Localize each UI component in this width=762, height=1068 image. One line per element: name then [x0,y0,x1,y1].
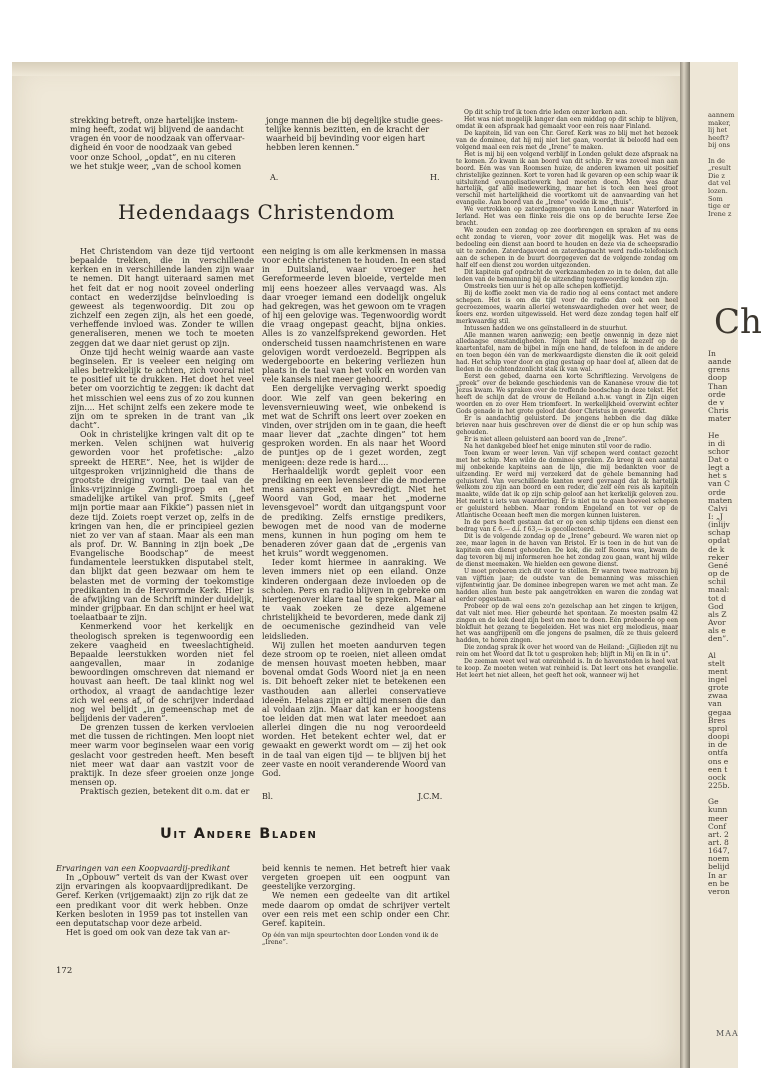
paragraph: Wij zullen het moeten aandurven tegen deze stroom op te roeien, niet alleen omdat de mensen houvast moeten hebben, maar bovenal omdat Gods Woord niet ja en neen is. Dit behoeft zeker niet te betekenen een vasthouden aan allerlei conservatieve ideeën. Helaas zijn er altijd mensen die dan al voldaan zijn. Maar dat kan er hoogstens toe leiden dat men wat later meedoet aan allerlei dingen die nu nog veroordeeld worden. Het betekent echter wel, dat er gewaakt en gewerkt wordt om — zij het ook in de taal van eigen tijd — te blijven bij het zeer vaste en nooit veranderende Woord van God. [262,640,446,778]
adjacent-text-fragment: het s [708,471,727,481]
paragraph: Er is aandachtig geluisterd. De jongens hebben die dag dikke brieven naar huis geschreven over de dienst die er op hun schip was gehouden. [456,414,678,436]
adjacent-text-fragment: als Z [708,609,727,619]
adjacent-text-fragment: belijd [708,862,730,872]
paragraph: In „Opbouw” verteit ds van der Kwast over zijn ervaringen als koopvaardijpredikant. De Geref. Kerken (vrijgemaakt) zijn zo rijk dat ze een predikant voor dit werk hebben. Onze Kerken besloten in 1959 pas tot instellen van een deputatschap voor deze arbeid. [56,873,248,928]
paragraph: een neiging is om alle kerkmensen in massa voor echte christenen te houden. In een stad in Duitsland, waar vroeger het Gereformeerde leven bloeide, vertelde men mij eens hoezeer alles vervaagd was. Als daar vroeger iemand een dodelijk ongeluk had gekregen, was het gewoon om te vragen of hij een gelovige was. Tegenwoordig wordt die vraag ongepast geacht, bijna onkies. Alles is zo vanzelfsprekend geworden. Het onderscheid tussen naamchristenen en ware gelovigen wordt verdoezeld. Begrippen als wedergeboorte en bekering verliezen hun plaats in de taal van het volk en worden van vele kansels niet meer gehoord. [262,247,446,385]
adjacent-text-fragment: en be [708,878,730,888]
section-title: Uit Andere Bladen [160,826,318,842]
adjacent-text-fragment: de k [708,544,725,554]
adjacent-text-fragment: dat vel [708,179,731,188]
paragraph: Die zondag sprak ik over het woord van de Heiland: „Gijlieden zijt nu rein om het Woord dat Ik tot u gesproken heb; blijft in Mij en Ik in u”. [456,644,678,659]
adjacent-text-fragment: opdat [708,536,730,546]
adjacent-text-fragment: Than [708,381,728,391]
adjacent-text-fragment: I: „J [708,512,723,521]
adjacent-text-fragment: als e [708,626,726,636]
adjacent-text-fragment: Calvi [708,503,728,513]
adjacent-text-fragment: legt a [708,463,730,473]
right-column-text [456,110,678,680]
adjacent-text-fragment: grote [708,683,729,693]
page-number: 172 [56,966,73,976]
paragraph: Toen kwam er weer leven. Van vijf schepen werd contact gezocht met het schip. Men wilde de dominee spreken. Zo kreeg ik een aantal mij onbekende kapiteins aan de lijn, die mij bedankten voor de uitzending. Er werd mij verzekerd dat de gehele bemanning had geluisterd. Van verschillende kanten werd gevraagd dat ik hartelijk welkom zou zijn aan boord en een reder, die zelf een reis als kapitein maakte, wilde dat ik op zijn schip geloof aan het kerkelijk geloven zou. Het merkt u iets van waardering. Er is niet nu te gaan hoeveel schepen er geluisterd hebben. Maar rondom Engeland en tot ver op de Atlantische Oceaan heeft men die morgen kunnen luisteren. [456,449,678,520]
adjacent-text-fragment: de v [708,397,725,407]
adjacent-text-fragment: van C [708,479,730,489]
adjacent-text-fragment: lozen. [708,187,728,195]
paragraph: De grenzen tussen de kerken vervloeien met die tussen de richtingen. Men loopt niet meer warm voor beginselen waar een vorig geslacht voor gestreden heeft. Men beseft niet meer wat daar aan vastzit voor de praktijk. In deze sfeer groeien onze jonge mensen op. [70,723,254,788]
adjacent-text-fragment: tot d [708,593,726,603]
adjacent-page [690,62,762,1068]
paragraph: In de pers heeft gestaan dat er op een schip tijdens een dienst een bedrag van £ 6.— d.i. f 63,— is gecollecteerd. [456,519,678,534]
adjacent-text-fragment: (inlijv [708,520,730,530]
paragraph: Onze tijd hecht weinig waarde aan vaste beginselen. Er is veeleer een neiging om alles betrekkelijk te achten, zich vooral niet te positief uit te drukken. Het doet het veel beter om voorzichtig te zeggen: ik dacht dat het misschien wel eens zus of zo zou kunnen zijn.... Het schijnt zelfs een zekere mode te zijn om te spreken in de trant van „ik dacht”. [70,347,254,430]
adjacent-text-fragment: Irene z [708,209,732,218]
adjacent-text-fragment: schor [708,446,730,456]
adjacent-text-fragment: doopi [708,732,730,742]
paragraph: Eerst een gebed, daarna een korte Schriftlezing. Vervolgens de „preek” over de bekende geschiedenis van de Kananese vrouw die tot Jezus kwam. We spraken over de treffende boodschap in deze tekst. Het heeft de schijn dat de vrouw de Heiland a.h.w. vangt in Zijn eigen woorden en zo over Hem triomfeert. In werkelijkheid overwint echter Gods genade in het grote geloof dat door Christus in gewerkt. [456,373,678,415]
text-line: vragen én voor de noodzaak van offervaar- [70,134,245,144]
adjacent-text-fragment: grens [708,365,730,375]
adjacent-text-fragment: ontfa [708,748,728,758]
section-footnote: Op één van mijn speurtochten door Londen vond ik de „Irene”. [262,931,439,947]
continuation-left [70,116,257,171]
paragraph: Herhaaldelijk wordt gepleit voor een prediking en een levensleer die de moderne mens aanspreekt en bevredigt. Niet het Woord van God, maar het „moderne levensgevoel” wordt dan uitgangspunt voor de prediking. Zelfs ernstige predikers, bewogen met de nood van de moderne mens, kunnen in hun poging om hem te benaderen zóver gaan dat de „ergenis van het kruis” wordt weggenomen. [262,466,446,559]
text-line: telijke kennis bezitten, en de kracht der [266,125,430,135]
adjacent-text-fragment: Bres [708,715,726,725]
adjacent-text-fragment: ingel [708,675,728,684]
text-line: hebben leren kennen.” [266,143,360,153]
paragraph: Intussen hadden we ons geïnstalleerd in de stuurhut. [464,324,628,332]
adjacent-text-fragment: Chris [708,406,729,416]
adjacent-text-fragment: een t [708,764,728,774]
adjacent-text-fragment: He [708,430,720,440]
article-column-2 [262,247,446,778]
adjacent-text-fragment: In [708,349,716,358]
adjacent-text-fragment: stelt [708,658,725,668]
adjacent-text-fragment: oock [708,772,726,782]
adjacent-text-fragment: art. 8 [708,838,729,847]
adjacent-text-fragment: In ar [708,870,727,880]
text-line: waarheid bij bevinding voor eigen hart [266,134,425,144]
paragraph: Er is niet alleen geluisterd aan boord van de „Irene”. [464,435,627,443]
adjacent-text-fragment: Dat o [708,454,729,464]
paragraph: Dit is de volgende zondag op de „Irene” gebeurd. We waren niet op zee, maar lagen in de haven van Bristol. Er is toen in de hut van de kapitein een dienst gehouden. De kok, die zelf Rooms was, kwam de dag tevoren bij mij informeren hoe het zondag zou gaan, want hij wilde de dienst meemaken. We hielden een gewone dienst. [456,533,678,568]
adjacent-text-fragment: maten [708,495,733,505]
adjacent-text-fragment: sprol [708,723,728,733]
paragraph: Bij de koffie zoekt men via de radio nog al eens contact met andere schepen. Het is om die tijd voor de radio dan ook een heel gecroezemoes, waarin allerlei wetenswaardigheden over het weer, de koers enz. worden uitgewisseld. Het werd deze zondag tegen half elf merkwaardig stil. [456,289,678,325]
adjacent-text-fragment: Al [708,650,716,660]
adjacent-text-fragment: reker [708,552,729,562]
adjacent-text-fragment: God [708,601,724,611]
signature-a: A. [270,173,279,182]
adjacent-heading: Ch [714,302,762,342]
adjacent-text-fragment: lij het [708,126,728,135]
adjacent-text-fragment: In de [708,156,726,165]
paragraph: Probeer op de wal eens zo'n gezelschap aan het zingen te krijgen, dat valt niet mee. Hier gebeurde het spontaan. Ze moesten psalm 42 zingen en de kok deed zijn best om mee te doen. Eén probeerde op een blokfluit het gezang te begeleiden. Het was niet erg melodieus, maar het was aangrijpend om die jongens de psalmen, die ze thuis geleerd hadden, te horen zingen. [456,602,678,645]
text-line: voor onze School, „opdat”, en nu citeren [70,152,236,162]
adjacent-text-fragment: orde [708,487,726,497]
adjacent-text-fragment: maker, [708,118,731,127]
continuation-mid [266,116,446,153]
paragraph: Ieder komt hiermee in aanraking. We leven immers niet op een eiland. Onze kinderen ondergaan deze invloeden op de scholen. Pers en radio blijven in gebreke om hiertegenover klare taal te spreken. Maar al te vaak zoeken ze deze algemene christelijkheid te bevorderen, mede dank zij de oecumenische gezindheid van vele leidslieden. [262,558,446,641]
paragraph: Het is mij bij een volgend verblijf in Londen gelukt deze afspraak na te komen. Zo kwam ik aan boord van dit schip. Er was zoveel man aan boord. Eén was van Roomsen huize, de anderen kwamen uit positief christelijke gezinnen. Kort te voren had ik gevaren op een schip waar ik uitsluitend evangelisatiewerk had moeten doen. Men was daar hartelijk, gaf alle medewerking, maar het is toch een heel groot verschil met hartelijkheid die voortkomt uit de aanvaarding van het evangelie. Aan boord van de „Irene” voelde ik me „thuis”. [456,150,678,207]
adjacent-text-fragment: Ge [708,797,719,807]
paragraph: Ook in christelijke kringen valt dit op te merken. Velen schijnen wat huiverig geworden voor het profetische: „alzo spreekt de HERE”. Nee, het is wijder de uitgesproken vrijzinnigheid die thans de grootste dreiging vormt. De taal van de links-vrijzinnige Zwingli-groep en het smadelijke artikel van prof. Smits („geef mijn portie maar aan Fikkie”) passen niet in deze tijd. Zoiets roept verzet op, zelfs in de kringen van hen, die er principieel gezien niet zo ver van af staan. Maar als een man als prof. Dr. W. Banning in zijn boek „De Evangelische Boodschap” de meest fundamentele leerstukken disputabel stelt, dan blijkt dat geen bezwaar om hem te belasten met de vorming der toekomstige predikanten in de Hervormde Kerk. Hier is de afwijking van de Schrift minder duidelijk, minder grijpbaar. En dan schijnt er heel wat toelaatbaar te zijn. [70,430,254,623]
paragraph: Het was niet mogelijk langer dan een middag op dit schip te blijven, omdat ik een afspraak had gemaakt voor een reis naar Finland. [456,115,678,130]
paragraph: Omstreeks tien uur is het op alle schepen koffietijd. [464,282,623,290]
adjacent-text-fragment: Gené [708,560,728,570]
paragraph: De kapitein, lid van een Chr. Geref. Kerk was zo blij met het bezoek van de dominee, dat hij mij niet liet gaan, voordat ik beloofd had een volgend maal een reis met de „Irene” te maken. [456,129,678,151]
signature-jcm: J.C.M. [418,792,443,801]
adjacent-text-fragment: 1647, [708,846,730,856]
adjacent-text-fragment: Die z [708,171,725,180]
adjacent-text-fragment: aande [708,357,732,367]
paragraph: Het Christendom van deze tijd vertoont bepaalde trekken, die in verschillende kerken en in verschillende landen zijn waar te nemen. Dit hangt uiteraard samen met het feit dat er nog nooit zoveel onderling contact en wederzijdse beïnvloeding is geweest als tegenwoordig. Dit zou op zichzelf een zegen zijn, als het een goede, verheffende invloed was. Zonder te willen generaliseren, menen we toch te moeten zeggen dat we daar niet gerust op zijn. [70,247,254,348]
adjacent-text-fragment: ment [708,666,728,676]
adjacent-text-fragment: schil [708,577,726,587]
text-line: we het stukje weer, „van de school komen [70,161,242,171]
adjacent-text-fragment: gegaa [708,707,732,717]
adjacent-text-fragment: den”. [708,634,729,644]
adjacent-text-fragment: schap [708,528,731,538]
adjacent-text-fragment: zwaa [708,691,728,701]
adjacent-footer: MAA [716,1029,739,1038]
text-line: ming heeft, zodat wij blijvend de aandacht [70,125,244,135]
adjacent-text-fragment: in de [708,740,728,750]
paragraph: We vertrokken op zaterdagmorgen van Londen naar Waterford in Ierland. Het was een flinke reis die ons op de beruchte Ierse Zee bracht. [456,206,678,228]
adjacent-text-fragment: heeft? [708,133,729,142]
adjacent-text-fragment: Som [708,194,723,203]
adjacent-text-fragment: „result [708,164,731,173]
section-subheading: Ervaringen van een Koopvaardij-predikant [56,864,230,873]
paragraph: We nemen een gedeelte van dit artikel mede daarom op omdat de schrijver vertelt over een reis met een schip onder een Chr. Geref. kapitein. [262,891,450,928]
paragraph: Praktisch gezien, betekent dit o.m. dat er [80,787,250,797]
adjacent-text-fragment: art. 2 [708,829,729,839]
paragraph: Na het dankgebed bleef het enige minuten stil voor de radio. [464,442,652,450]
paragraph: We zouden een zondag op zee doorbrengen en spraken af nu eens echt zondag te vieren, voor zover dit mogelijk was. Het was de bedoeling een dienst aan boord te houden en deze via de scheepsradio uit te zenden. Zaterdagavond en zaterdagnacht werd radio-telefonisch aan de schepen in de buurt doorgegeven dat de volgende zondag om half elf een dienst zou worden uitgezonden. [456,227,678,269]
adjacent-text-fragment: van [708,699,722,709]
text-line: digheid én voor de noodzaak van gebed [70,143,233,153]
adjacent-text-fragment: kunn [708,805,728,815]
signature-bl: Bl. [262,792,273,801]
article-title: Hedendaags Christendom [118,200,396,224]
page-spine [680,62,690,1068]
paragraph: Op dit schip trof ik toen drie leden onzer kerken aan. [464,109,628,116]
text-line: strekking betreft, onze hartelijke instem- [70,116,238,125]
signature-h: H. [430,173,440,182]
adjacent-text-fragment: Avor [708,617,726,627]
text-line: jonge mannen die bij degelijke studie gees- [266,116,443,125]
adjacent-text-fragment: aannem [708,111,735,119]
adjacent-text-fragment: tige er [708,202,731,211]
adjacent-text-fragment: in di [708,438,726,448]
adjacent-text-fragment: orde [708,389,726,399]
adjacent-text-fragment: Conf [708,821,727,831]
adjacent-text-fragment: meer [708,813,728,823]
adjacent-text-fragment: bij ons [708,141,731,150]
section-column-left [56,864,248,937]
paragraph: Het is goed om ook van deze tak van ar- [66,928,230,938]
paragraph: Een dergelijke vervaging werkt spoedig door. Wie zelf van geen bekering en levensvernieuwing weet, wie onbekend is met wat de Schrift ons leert over zoeken en vinden, over strijden om in te gaan, die heeft maar liever dat „zachte dingen” tot hem gesproken worden. En als naar het Woord de puntjes op de i gezet worden, zegt menigeen: deze rede is hard.... [262,384,446,467]
paragraph: U moet proberen zich dit voor te stellen. Er waren twee matrozen bij van vijftien jaar; de oudste van de bemanning was misschien vijfentwintig jaar. De dominee inbegrepen waren we met acht man. Ze hadden allen hun beste pak aangetrokken en waren die zondag wat eerder opgestaan. [456,567,678,603]
adjacent-text-fragment: op de [708,569,730,579]
scan-background [0,0,738,62]
article-column-1 [70,247,254,796]
paragraph: beid kennis te nemen. Het betreft hier vaak vergeten groepen uit een oogpunt van geestelijke verzorging. [262,864,450,892]
adjacent-text-fragment: ons e [708,756,729,766]
adjacent-text-fragment: noem [708,854,730,864]
adjacent-text-fragment: doop [708,373,727,383]
adjacent-text-fragment: veron [708,886,730,896]
adjacent-text-fragment: maal: [708,585,730,595]
paragraph: Alle mannen waren aanwezig; een beetje onwennig in deze niet alledaagse omstandigheden. Tegen half elf hees ik mezelf op de kaartentafel, nam de bijbel in mijn ene hand, de telefoon in de andere en toen begon één van de merkwaardigste diensten die ik ooit geleid had. Het schip voer door en ging gestaag op haar doel af, alleen dat de lieden in de ochtendzonlicht stak ik van wal. [456,331,678,374]
adjacent-text-fragment: mater [708,414,731,424]
adjacent-text-fragment: 225b. [708,780,730,790]
paragraph: Kenmerkend voor het kerkelijk en theologisch spreken is tegenwoordig een zekere vaagheid en tweeslachtigheid. Bepaalde leerstukken worden niet fel aangevallen, maar in zodanige bewoordingen omschreven dat niemand er houvast aan heeft. De taal klinkt nog wel orthodox, al vraagt de aandachtige lezer zich wel eens af, of de schrijver inderdaad nog wel belijdt „in gemeenschap met de belijdenis der vaderen”. [70,622,254,723]
section-column-mid [262,864,450,928]
paragraph: Dit kapitein gaf opdracht de werkzaamheden zo in te delen, dat alle leden van de bemanning bij de uitzending tegenwoordig konden zijn. [456,268,678,283]
paragraph: De zeeman weet wel wat onreinheid is. In de havensteden is heel wat te koop. Ze moeten weten wat reinheid is. Dat leert ons het evangelie. Het leert het niet alleen, het geeft het ook, wanneer wij het [456,658,678,680]
